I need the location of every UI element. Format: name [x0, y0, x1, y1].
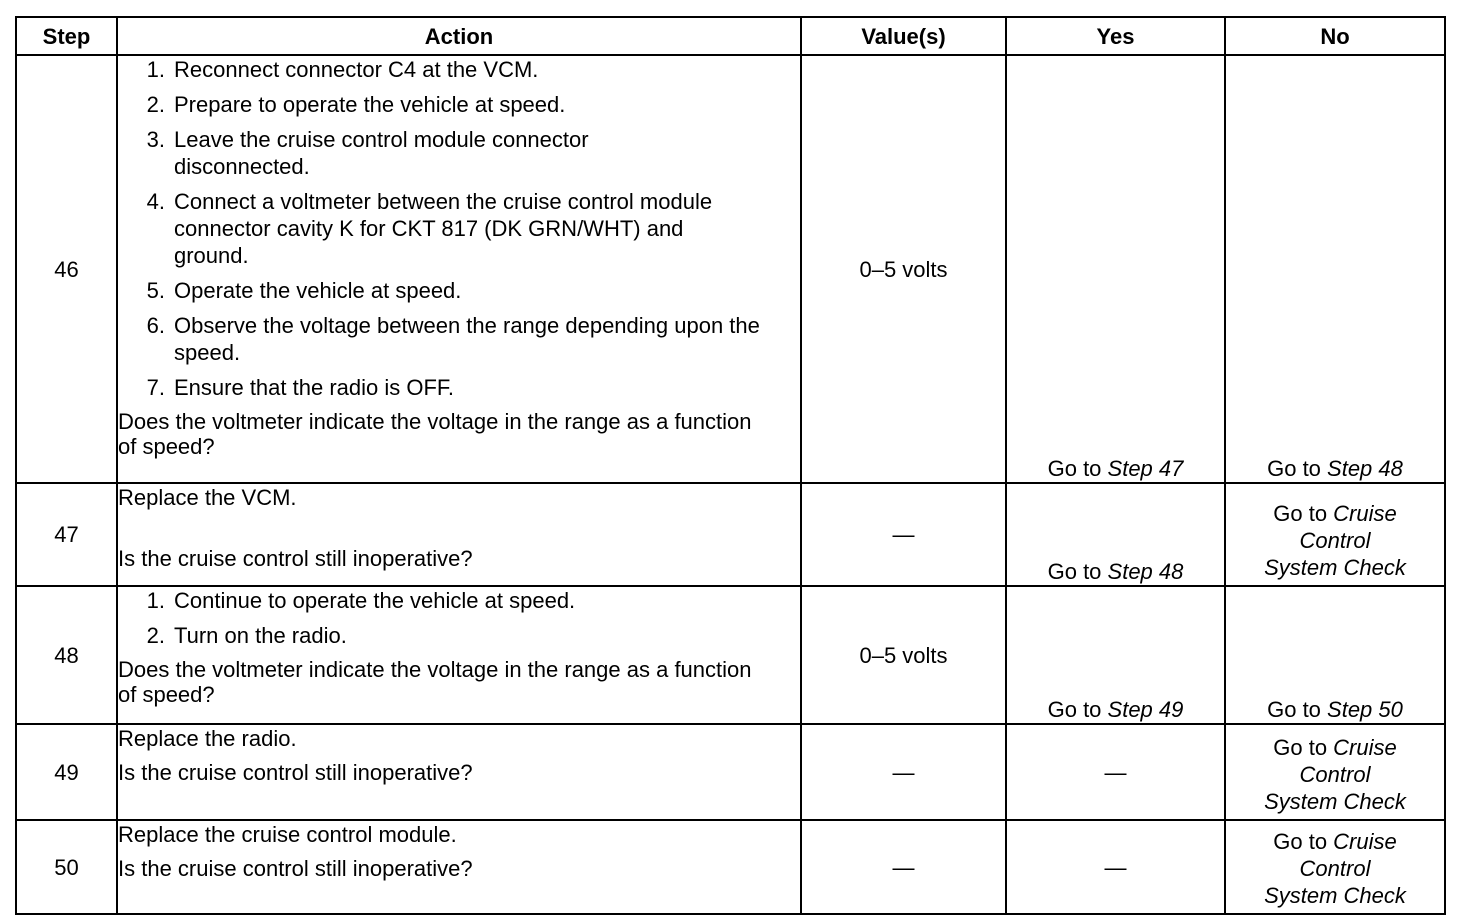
go-to-label: Go to: [1047, 697, 1108, 722]
action-step: [118, 91, 800, 118]
step-item-number: 3.: [146, 127, 165, 152]
action-step: [118, 126, 800, 180]
table-row: [16, 483, 1445, 586]
question-text: Does the voltmeter indicate the voltage in the range as a function of speed?: [118, 657, 752, 707]
system-check-reference: System Check: [1264, 555, 1406, 580]
step-item-text: Ensure that the radio is OFF.: [174, 375, 455, 400]
go-to-label: Go to: [1047, 559, 1108, 584]
step-reference: Step 49: [1107, 697, 1184, 722]
no-line-2: [1226, 855, 1444, 882]
table-row: [16, 820, 1445, 914]
system-check-reference: System Check: [1264, 789, 1406, 814]
action-cell: [117, 586, 801, 724]
action-cell: [117, 820, 801, 914]
step-reference: Step 50: [1327, 697, 1403, 722]
step-reference: Step 47: [1107, 456, 1184, 481]
action-cell: [117, 724, 801, 820]
step-item-text: Reconnect connector C4 at the VCM.: [174, 57, 539, 82]
action-text: Replace the radio.: [118, 726, 297, 751]
header-no: No: [1225, 17, 1445, 55]
yes-cell: [1006, 820, 1225, 914]
value-dash: —: [892, 759, 915, 785]
action-text: Replace the VCM.: [118, 485, 297, 510]
action-step: [118, 277, 800, 304]
no-line-3: [1226, 554, 1444, 581]
value-cell: 0–5 volts: [801, 55, 1006, 483]
cruise-reference: Cruise: [1333, 735, 1397, 760]
step-number: 50: [16, 820, 117, 914]
no-cell: [1225, 483, 1445, 586]
action-cell: [117, 483, 801, 586]
system-check-reference: System Check: [1264, 883, 1406, 908]
step-item-text: Turn on the radio.: [174, 623, 347, 648]
no-line-1: [1226, 828, 1444, 855]
no-cell: [1225, 586, 1445, 724]
table-row: [16, 724, 1445, 820]
diagnostic-table: [15, 16, 1446, 915]
step-number: 46: [16, 55, 117, 483]
no-cell: [1225, 820, 1445, 914]
header-action: Action: [117, 17, 801, 55]
question-text: Does the voltmeter indicate the voltage in the range as a function of speed?: [118, 409, 752, 459]
action-cell: [117, 55, 801, 483]
step-item-text: Prepare to operate the vehicle at speed.: [174, 92, 566, 117]
value-cell: [801, 483, 1006, 586]
no-line-3: [1226, 788, 1444, 815]
value-cell: 0–5 volts: [801, 586, 1006, 724]
table-row: [16, 586, 1445, 724]
header-yes: Yes: [1006, 17, 1225, 55]
action-step: [118, 188, 800, 269]
action-step: [118, 622, 800, 649]
table-row: [16, 55, 1445, 483]
yes-cell: [1006, 55, 1225, 483]
go-to-label: Go to: [1267, 697, 1328, 722]
step-item-number: 2.: [146, 92, 165, 117]
yes-dash: —: [1104, 759, 1127, 785]
go-to-label: Go to: [1267, 456, 1328, 481]
action-step: [118, 587, 800, 614]
cruise-reference: Cruise: [1333, 829, 1397, 854]
header-row: [16, 17, 1445, 55]
step-reference: Step 48: [1107, 559, 1184, 584]
no-line-2: [1226, 761, 1444, 788]
control-reference: Control: [1299, 762, 1371, 787]
action-steps: [118, 56, 800, 401]
no-line-2: [1226, 527, 1444, 554]
question-text: Is the cruise control still inoperative?: [118, 760, 473, 785]
yes-cell: [1006, 483, 1225, 586]
step-number: 49: [16, 724, 117, 820]
control-reference: Control: [1299, 856, 1371, 881]
no-cell: [1225, 724, 1445, 820]
control-reference: Control: [1299, 528, 1371, 553]
header-step: Step: [16, 17, 117, 55]
value-dash: —: [892, 522, 915, 547]
step-reference: Step 48: [1327, 456, 1403, 481]
go-to-label: Go to: [1273, 735, 1334, 760]
question-text: Is the cruise control still inoperative?: [118, 546, 473, 571]
no-line-3: [1226, 882, 1444, 909]
no-line-1: [1226, 734, 1444, 761]
step-item-text: Leave the cruise control module connector disconnected.: [174, 127, 589, 179]
step-number: 47: [16, 483, 117, 586]
action-text: Replace the cruise control module.: [118, 822, 457, 847]
action-step: [118, 56, 800, 83]
no-cell: [1225, 55, 1445, 483]
cruise-reference: Cruise: [1333, 501, 1397, 526]
step-item-number: 6.: [146, 313, 165, 338]
header-values: Value(s): [801, 17, 1006, 55]
step-item-text: Continue to operate the vehicle at speed.: [174, 588, 576, 613]
step-item-number: 7.: [146, 375, 165, 400]
value-cell: [801, 820, 1006, 914]
step-item-text: Connect a voltmeter between the cruise control module connector cavity K for CKT 817 (DK GRN/WHT) and ground.: [174, 189, 713, 268]
step-item-text: Operate the vehicle at speed.: [174, 278, 462, 303]
action-steps: [118, 587, 800, 649]
go-to-label: Go to: [1273, 501, 1334, 526]
step-number: 48: [16, 586, 117, 724]
action-step: [118, 374, 800, 401]
yes-dash: —: [1104, 854, 1127, 880]
yes-cell: [1006, 586, 1225, 724]
step-item-number: 1.: [146, 57, 165, 82]
value-dash: —: [892, 854, 915, 880]
value-cell: [801, 724, 1006, 820]
question-text: Is the cruise control still inoperative?: [118, 856, 473, 881]
go-to-label: Go to: [1273, 829, 1334, 854]
step-item-number: 4.: [146, 189, 165, 214]
no-line-1: [1226, 500, 1444, 527]
step-item-number: 1.: [146, 588, 165, 613]
action-step: [118, 312, 800, 366]
step-item-number: 5.: [146, 278, 165, 303]
yes-cell: [1006, 724, 1225, 820]
step-item-text: Observe the voltage between the range depending upon the speed.: [174, 313, 760, 365]
go-to-label: Go to: [1047, 456, 1108, 481]
step-item-number: 2.: [146, 623, 165, 648]
